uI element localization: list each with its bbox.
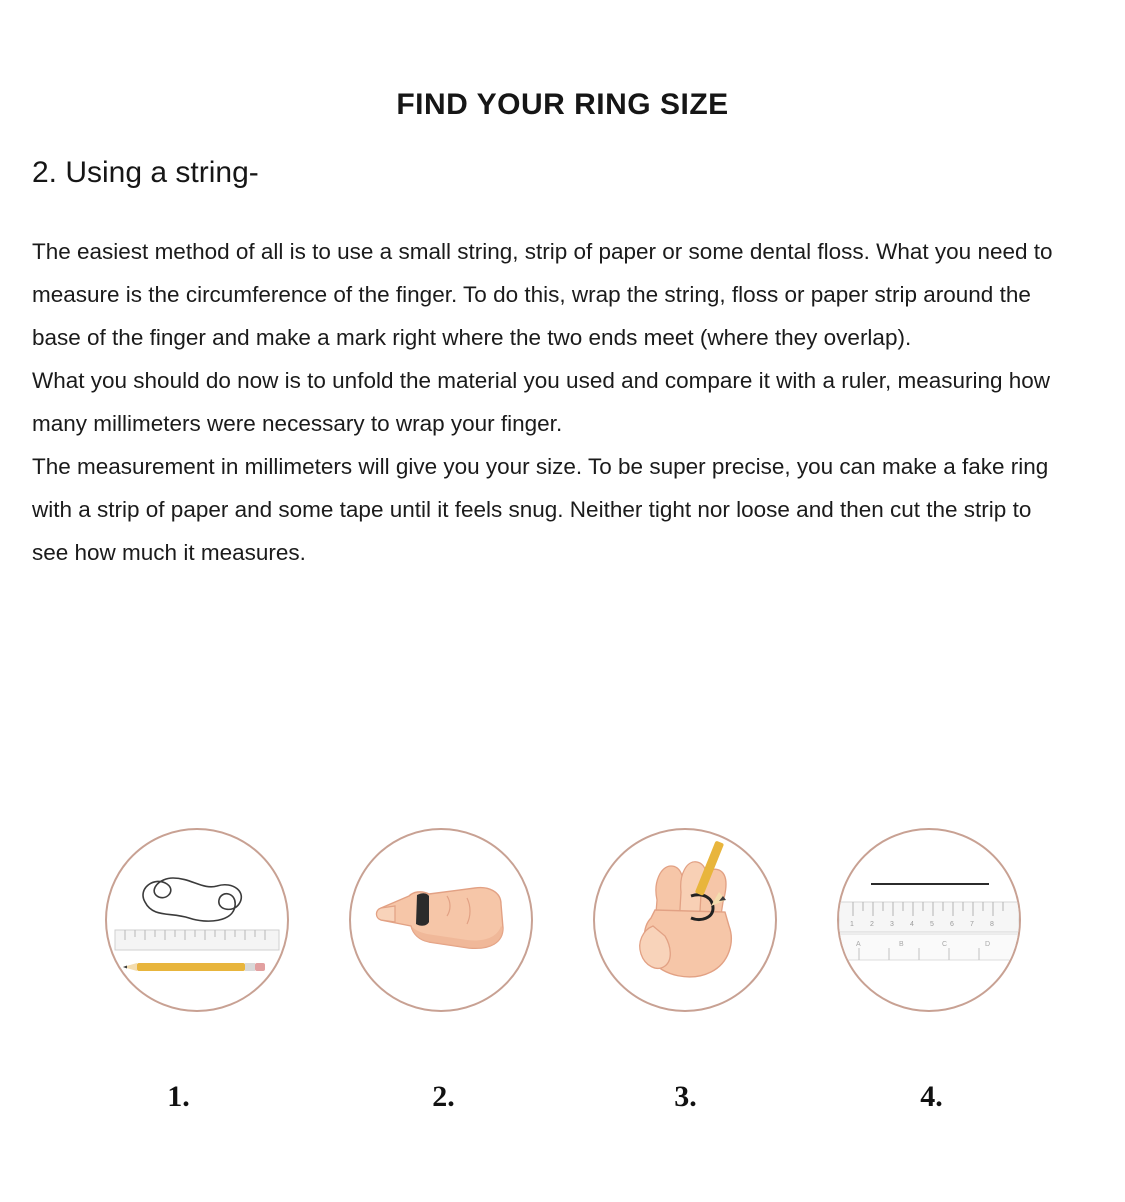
svg-text:1: 1 bbox=[849, 921, 854, 928]
svg-text:D: D bbox=[984, 941, 990, 948]
svg-text:7: 7 bbox=[969, 921, 974, 928]
step-4-label: 4. bbox=[920, 1080, 943, 1113]
step-2-illustration bbox=[349, 828, 533, 1012]
svg-text:4: 4 bbox=[909, 921, 914, 928]
page-title: FIND YOUR RING SIZE bbox=[396, 88, 729, 121]
svg-text:B: B bbox=[898, 941, 904, 948]
hand-marking-string-icon bbox=[595, 830, 775, 1010]
ring-size-guide-page bbox=[0, 88, 1125, 1202]
svg-text:8: 8 bbox=[989, 921, 994, 928]
string-ruler-pencil-icon bbox=[107, 830, 287, 1010]
svg-text:6: 6 bbox=[949, 921, 954, 928]
svg-text:3: 3 bbox=[889, 921, 894, 928]
step-1-label: 1. bbox=[167, 1080, 190, 1113]
step-3 bbox=[585, 828, 785, 1114]
svg-text:5: 5 bbox=[929, 921, 934, 928]
step-3-label: 3. bbox=[674, 1080, 697, 1113]
step-2-label: 2. bbox=[432, 1080, 455, 1113]
ruler-measure-strip-icon bbox=[839, 830, 1019, 1010]
section-subtitle: 2. Using a string- bbox=[32, 156, 259, 189]
paragraph-3: The measurement in millimeters will give you your size. To be super precise, you can make a fake ring with a strip of paper and some tape until it feels snug. Neither tight nor loose and then cut the strip to see how much it measures. bbox=[32, 454, 1049, 565]
step-4-illustration bbox=[837, 828, 1021, 1012]
step-1-illustration bbox=[105, 828, 289, 1012]
hand-pointing-ring-icon bbox=[351, 830, 531, 1010]
step-1 bbox=[97, 828, 297, 1114]
svg-text:2: 2 bbox=[869, 921, 874, 928]
step-4 bbox=[829, 828, 1029, 1114]
paragraph-2: What you should do now is to unfold the material you used and compare it with a ruler, measuring how many millimeters were necessary to wrap your finger. bbox=[32, 368, 1051, 436]
instructions-text bbox=[32, 230, 1062, 574]
step-3-illustration bbox=[593, 828, 777, 1012]
svg-text:A: A bbox=[855, 941, 861, 948]
steps-illustrations bbox=[0, 828, 1125, 1114]
svg-text:C: C bbox=[941, 941, 947, 948]
step-2 bbox=[341, 828, 541, 1114]
paragraph-1: The easiest method of all is to use a small string, strip of paper or some dental floss. What you need to measure is the circumference of the finger. To do this, wrap the string, floss or paper strip around the base of the finger and make a mark right where the two ends meet (where they overlap). bbox=[32, 239, 1053, 350]
